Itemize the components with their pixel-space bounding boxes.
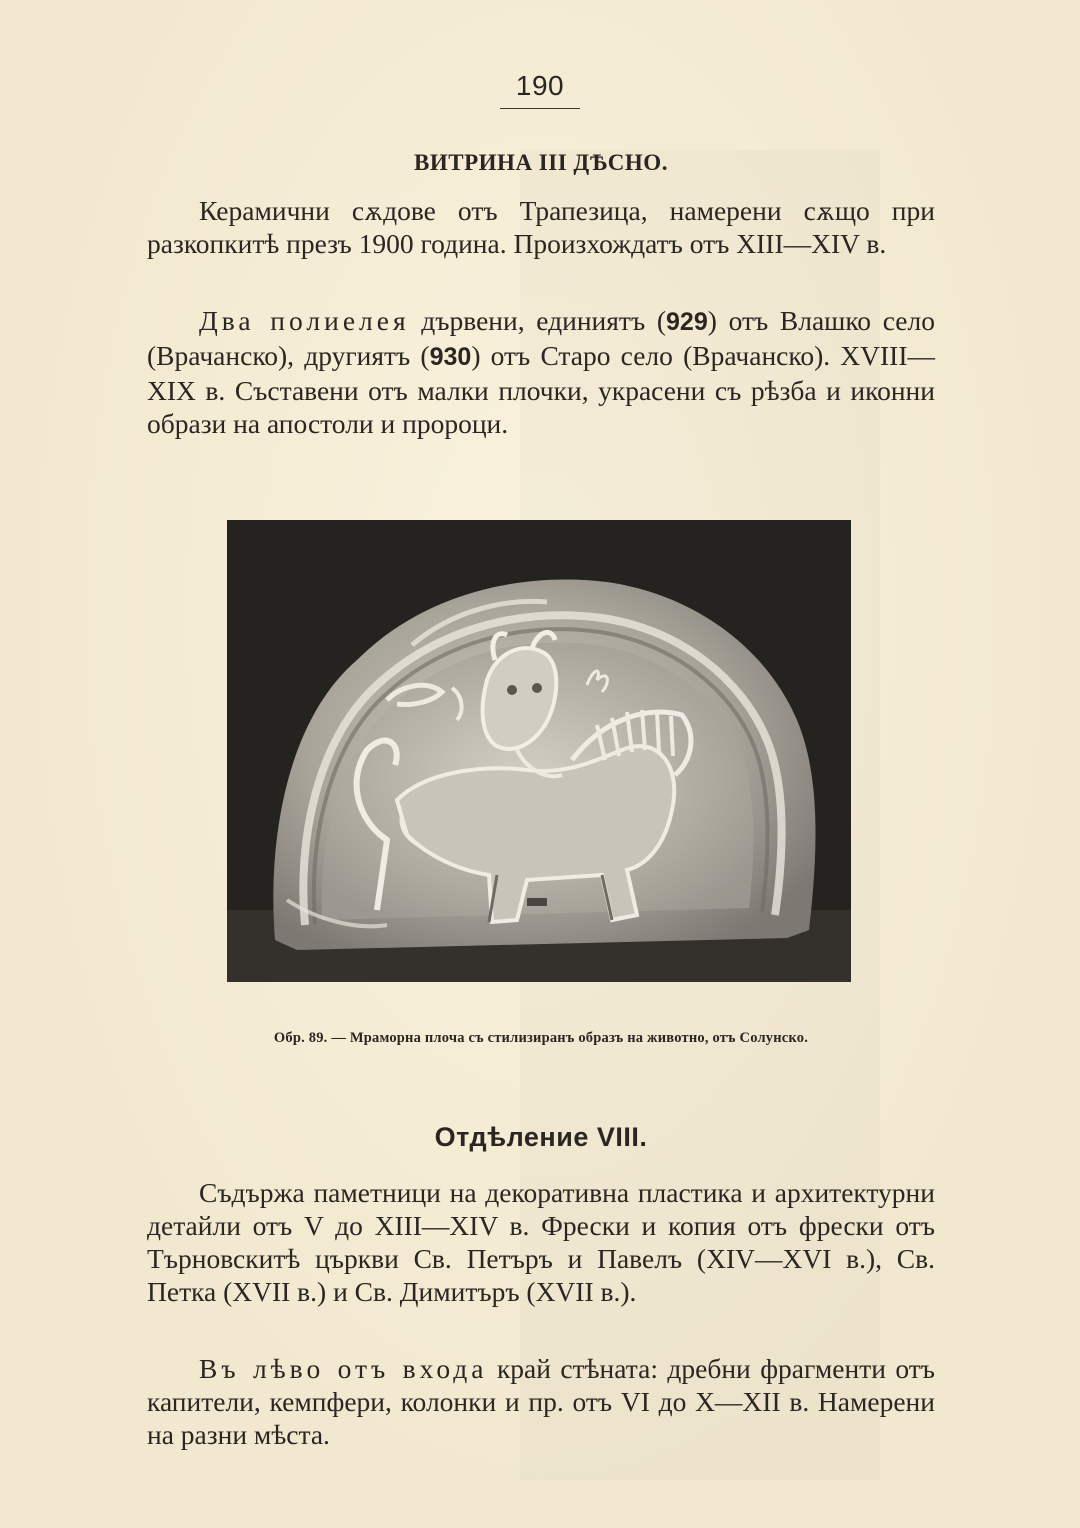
marble-slab-photo bbox=[227, 520, 851, 982]
showcase-heading: ВИТРИНА III ДѢСНО. bbox=[414, 150, 668, 175]
animal-relief-illustration bbox=[227, 520, 851, 982]
item-number: 930 bbox=[429, 343, 472, 371]
paragraph-ceramics: Керамични сѫдове отъ Трапезица, намерени сѫщо при разкопкитѣ презъ 1900 година. Произхождатъ отъ XIII—XIV в. bbox=[147, 195, 935, 259]
section-title: Отдѣление VIII. bbox=[434, 1122, 648, 1152]
paragraph-chandeliers: Два полиелея дървени, единиятъ (929) отъ Влашко село (Врачанско), другиятъ (930) отъ Старо село (Врачанско). XVIII—XIX в. Съставени отъ малки плочки, украсени съ рѣзба и иконни образи на апостоли и пророци. bbox=[147, 305, 936, 439]
paragraph-section-contents: Съдържа паметници на декоративна пластика и архитектурни детайли отъ V до XIII—XIV в. Фрески и копия отъ фрески отъ Търновскитѣ църкви Св. Петъръ и Павелъ (XIV—XVI в.), Св. Петка (XVII в.) и Св. Димитъръ (XVII в.). bbox=[147, 1177, 935, 1307]
spaced-lead: Два полиелея bbox=[199, 305, 410, 336]
figure-caption: Обр. 89. — Мраморна плоча съ стилизиранъ образъ на животно, отъ Солунско. bbox=[273, 1030, 809, 1046]
spaced-lead: Въ лѣво отъ входа bbox=[199, 1353, 488, 1384]
page-number: 190 bbox=[500, 70, 580, 109]
paragraph-left-of-entrance: Въ лѣво отъ входа край стѣната: дребни фрагменти отъ капители, кемпфери, колонки и пр. отъ VI до X—XII в. Намерени на разни мѣста. bbox=[147, 1353, 935, 1450]
item-number: 929 bbox=[666, 308, 708, 336]
